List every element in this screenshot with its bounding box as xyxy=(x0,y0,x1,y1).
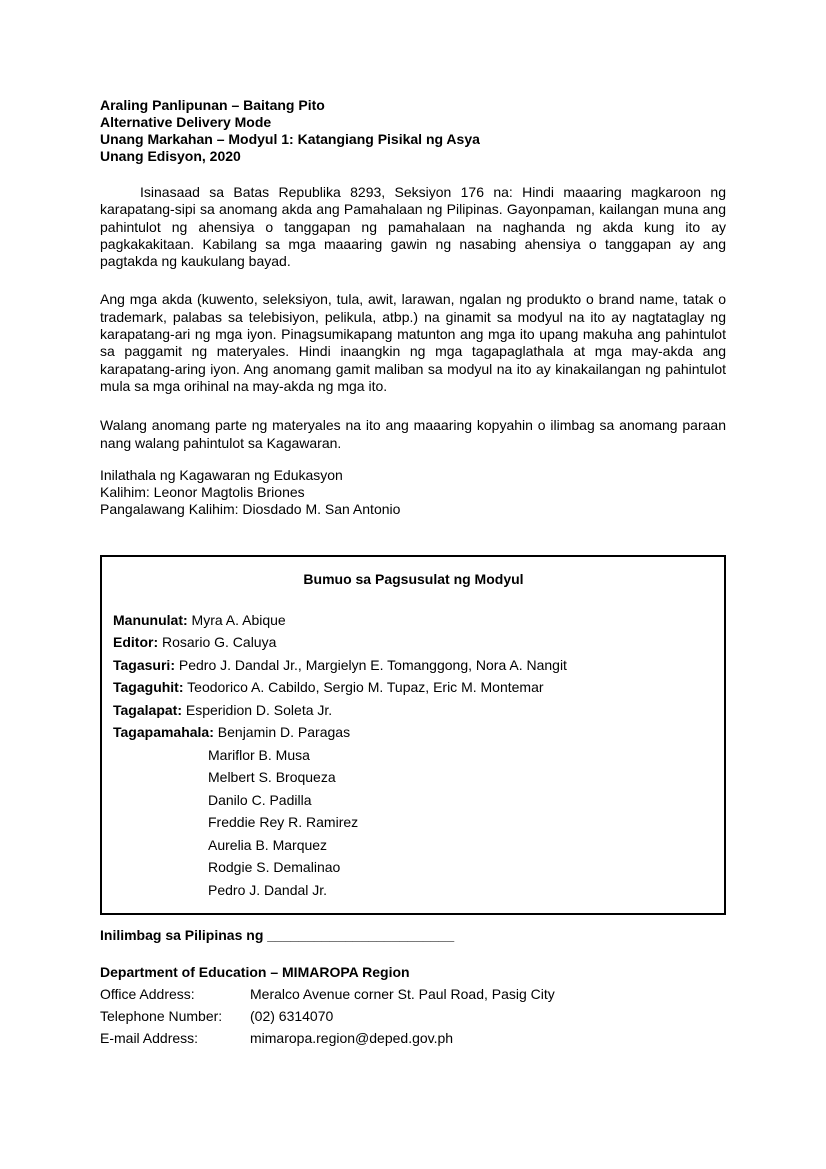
role-value: Esperidion D. Soleta Jr. xyxy=(185,701,333,718)
telephone-row xyxy=(100,1005,726,1027)
role-tagalapat xyxy=(113,699,714,722)
publisher-line: Inilathala ng Kagawaran ng Edukasyon xyxy=(100,466,343,483)
department-block xyxy=(100,961,726,1049)
role-label: Editor: xyxy=(113,634,159,651)
role-value: Myra A. Abique xyxy=(191,611,286,628)
module-mode-line: Alternative Delivery Mode xyxy=(100,114,272,130)
copyright-paragraph-2: Ang mga akda (kuwento, seleksiyon, tula, awit, larawan, ngalan ng produkto o brand name, tatak o trademark, palabas sa telebisiyon, pelikula, atbp.) na ginamit sa modyul na ito ay nagtataglay ng karapatang-ari ng mga iyon. Pinagsumikapang matunton ang mga ito upang makuha ang pahintulot sa paggamit ng materyales. Hindi inaangkin ng mga tagapaglathala at mga may-akda ang karapatang-aring iyon. Ang anomang gamit maliban sa modyul na ito ay kinakailangan ng pahintulot mula sa mga orihinal na may-akda ng mga ito. xyxy=(100,291,726,394)
email-row xyxy=(100,1027,726,1049)
undersecretary-line: Pangalawang Kalihim: Diosdado M. San Antonio xyxy=(100,500,401,517)
tagapamahala-name: Danilo C. Padilla xyxy=(208,791,312,808)
role-label: Tagasuri: xyxy=(113,656,175,673)
module-subject-line: Araling Panlipunan – Baitang Pito xyxy=(100,97,325,113)
module-header xyxy=(100,97,726,165)
printed-in-label: Inilimbag sa Pilipinas ng xyxy=(100,927,264,944)
team-box-title: Bumuo sa Pagsusulat ng Modyul xyxy=(303,570,524,587)
role-label: Tagalapat: xyxy=(113,701,182,718)
tagapamahala-name: Mariflor B. Musa xyxy=(208,746,310,763)
copyright-paragraph-1: Isinasaad sa Batas Republika 8293, Seksiyon 176 na: Hindi maaaring magkaroon ng karapatang-sipi sa anomang akda ang Pamahalaan ng Pilipinas. Gayonpaman, kailangan muna ang pahintulot ng ahensiya o tanggapan ng pamahalaan na naghanda ng akda kung ito ay pagkakakitaan. Kabilang sa mga maaaring gawin ng nasabing ahensiya o tanggapan ay ang pagtakda ng kaukulang bayad. xyxy=(100,184,726,270)
printed-in-line xyxy=(100,927,726,944)
role-manunulat xyxy=(113,609,714,632)
contact-label: Telephone Number: xyxy=(100,1008,223,1025)
module-edition-line: Unang Edisyon, 2020 xyxy=(100,148,241,164)
contact-label: Office Address: xyxy=(100,986,195,1003)
office-address-row xyxy=(100,983,726,1005)
role-tagaguhit xyxy=(113,676,714,699)
contact-value: (02) 6314070 xyxy=(250,1008,334,1025)
department-name: Department of Education – MIMAROPA Region xyxy=(100,964,410,981)
tagapamahala-name: Aurelia B. Marquez xyxy=(208,836,328,853)
contact-value: mimaropa.region@deped.gov.ph xyxy=(250,1030,454,1047)
role-tagasuri xyxy=(113,654,714,677)
copyright-paragraph-3: Walang anomang parte ng materyales na ito ang maaaring kopyahin o ilimbag sa anomang paraan nang walang pahintulot sa Kagawaran. xyxy=(100,417,726,451)
development-team-box xyxy=(100,555,726,916)
contact-value: Meralco Avenue corner St. Paul Road, Pasig City xyxy=(250,986,555,1003)
printed-in-blank: ________________________ xyxy=(267,927,455,944)
tagapamahala-name: Freddie Rey R. Ramirez xyxy=(208,814,359,831)
secretary-line: Kalihim: Leonor Magtolis Briones xyxy=(100,483,305,500)
role-value: Pedro J. Dandal Jr., Margielyn E. Tomanggong, Nora A. Nangit xyxy=(178,656,567,673)
publisher-block xyxy=(100,467,726,518)
document-page xyxy=(100,0,726,1049)
role-editor xyxy=(113,631,714,654)
tagapamahala-name: Pedro J. Dandal Jr. xyxy=(208,881,328,898)
contact-label: E-mail Address: xyxy=(100,1030,199,1047)
role-label: Manunulat: xyxy=(113,611,188,628)
role-label: Tagapamahala: xyxy=(113,724,214,741)
role-label: Tagaguhit: xyxy=(113,679,184,696)
role-value: Rosario G. Caluya xyxy=(162,634,277,651)
tagapamahala-name: Rodgie S. Demalinao xyxy=(208,859,341,876)
role-value: Teodorico A. Cabildo, Sergio M. Tupaz, Eric M. Montemar xyxy=(187,679,544,696)
role-value: Benjamin D. Paragas xyxy=(217,724,351,741)
module-quarter-line: Unang Markahan – Modyul 1: Katangiang Pisikal ng Asya xyxy=(100,131,480,147)
role-tagapamahala xyxy=(113,721,714,744)
tagapamahala-name: Melbert S. Broqueza xyxy=(208,769,336,786)
